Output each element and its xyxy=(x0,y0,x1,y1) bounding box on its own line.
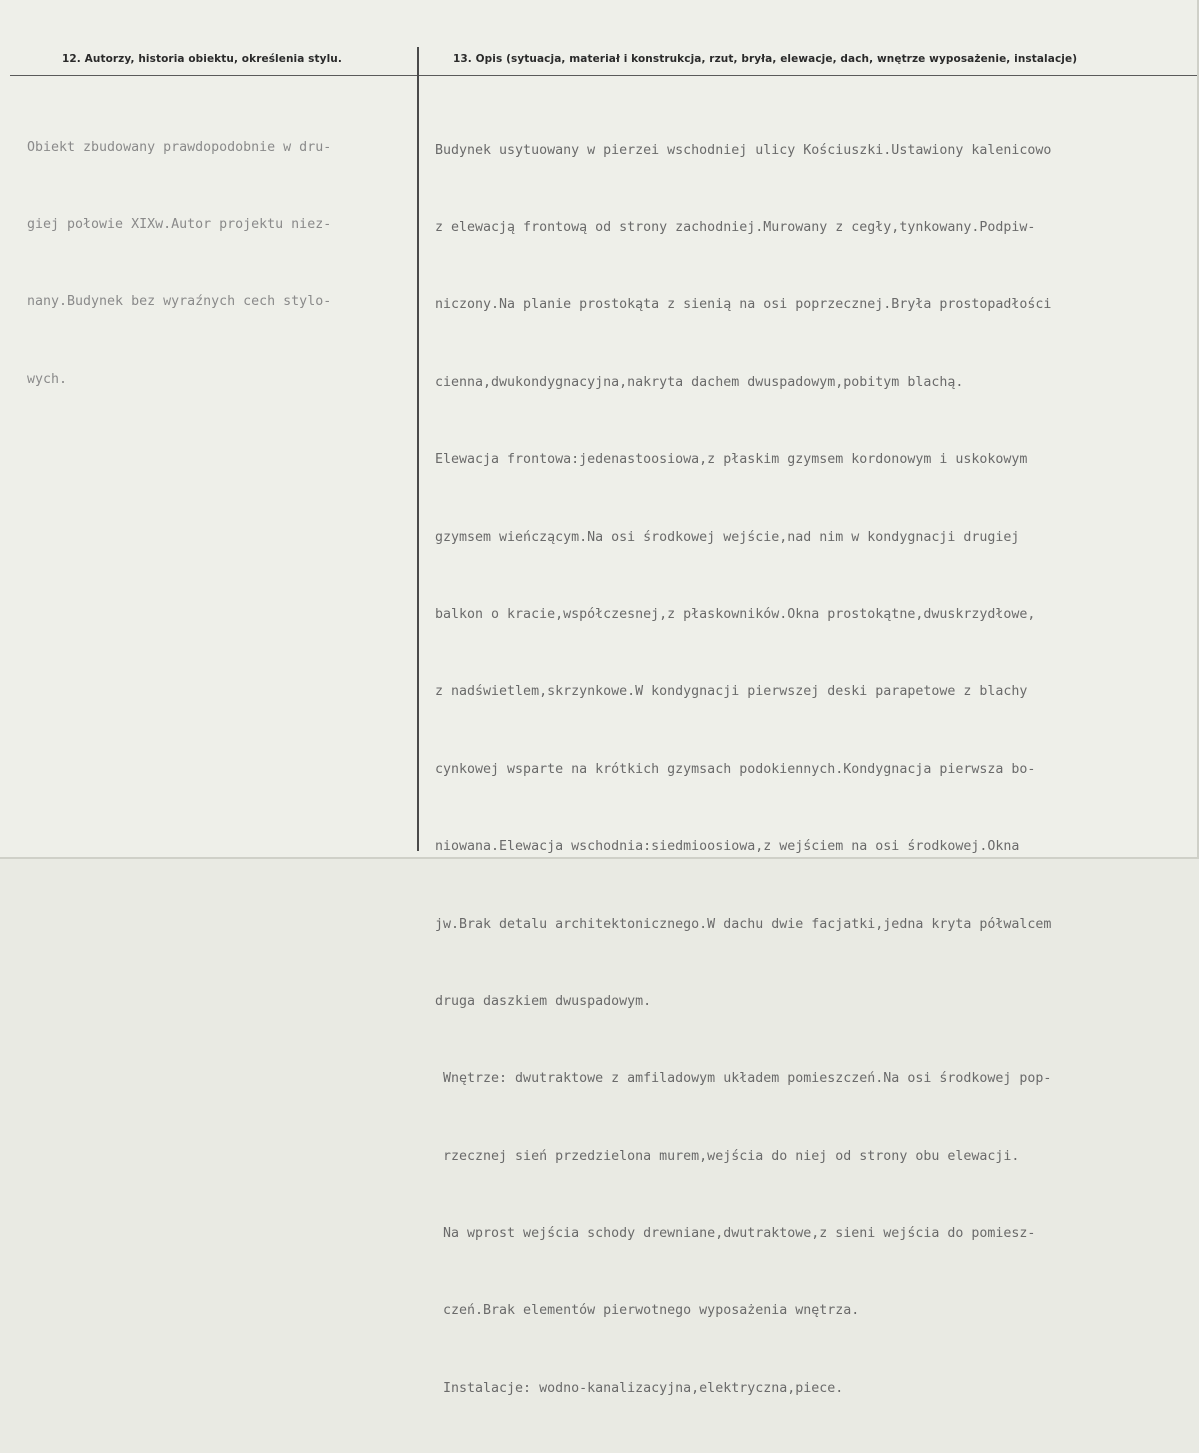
section-13-line: z nadświetlem,skrzynkowe.W kondygnacji pierwszej deski parapetowe z blachy xyxy=(435,684,1028,700)
section-12-line: nany.Budynek bez wyraźnych cech stylo- xyxy=(27,294,332,310)
section-12-text xyxy=(27,83,331,444)
column-divider xyxy=(417,47,419,851)
section-13-line: Na wprost wejścia schody drewniane,dwutraktowe,z sieni wejścia do pomiesz- xyxy=(435,1226,1036,1242)
header-rule xyxy=(10,75,1199,76)
section-13-line: cienna,dwukondygnacyjna,nakryta dachem dwuspadowym,pobitym blachą. xyxy=(435,374,964,390)
section-13-line: jw.Brak detalu architektonicznego.W dachu dwie facjatki,jedna kryta półwalcem xyxy=(435,916,1052,932)
section-13-line: niczony.Na planie prostokąta z sienią na osi poprzecznej.Bryła prostopadłości xyxy=(435,297,1052,313)
section-12-heading: 12. Autorzy, historia obiektu, określenia stylu. xyxy=(62,53,342,65)
section-13-heading: 13. Opis (sytuacja, materiał i konstrukcja, rzut, bryła, elewacje, dach, wnętrze wyposażenie, instalacje) xyxy=(453,53,1078,65)
section-13-line: czeń.Brak elementów pierwotnego wyposażenia wnętrza. xyxy=(435,1303,860,1319)
section-13-line: Budynek usytuowany w pierzei wschodniej ulicy Kościuszki.Ustawiony kalenicowo xyxy=(435,142,1052,158)
section-13-line: z elewacją frontową od strony zachodniej.Murowany z cegły,tynkowany.Podpiw- xyxy=(435,219,1036,235)
section-12-line: wych. xyxy=(27,371,68,387)
section-12-line: giej połowie XIXw.Autor projektu niez- xyxy=(27,216,332,232)
section-13-line: Elewacja frontowa:jedenastoosiowa,z płaskim gzymsem kordonowym i uskokowym xyxy=(435,452,1028,468)
section-13-line: druga daszkiem dwuspadowym. xyxy=(435,993,652,1009)
section-13-line: cynkowej wsparte na krótkich gzymsach podokiennych.Kondygnacja pierwsza bo- xyxy=(435,761,1036,777)
section-13-line: rzecznej sień przedzielona murem,wejścia do niej od strony obu elewacji. xyxy=(435,1148,1020,1164)
section-13-line: balkon o kracie,współczesnej,z płaskowników.Okna prostokątne,dwuskrzydłowe, xyxy=(435,606,1036,622)
section-13-text xyxy=(435,86,1051,1453)
section-13-line: Instalacje: wodno-kanalizacyjna,elektryczna,piece. xyxy=(435,1380,844,1396)
section-13-line: niowana.Elewacja wschodnia:siedmioosiowa,z wejściem na osi środkowej.Okna xyxy=(435,839,1020,855)
section-12-line: Obiekt zbudowany prawdopodobnie w dru- xyxy=(27,139,332,155)
section-13-line: Wnętrze: dwutraktowe z amfiladowym układem pomieszczeń.Na osi środkowej pop- xyxy=(435,1071,1052,1087)
section-13-line: gzymsem wieńczącym.Na osi środkowej wejście,nad nim w kondygnacji drugiej xyxy=(435,529,1020,545)
